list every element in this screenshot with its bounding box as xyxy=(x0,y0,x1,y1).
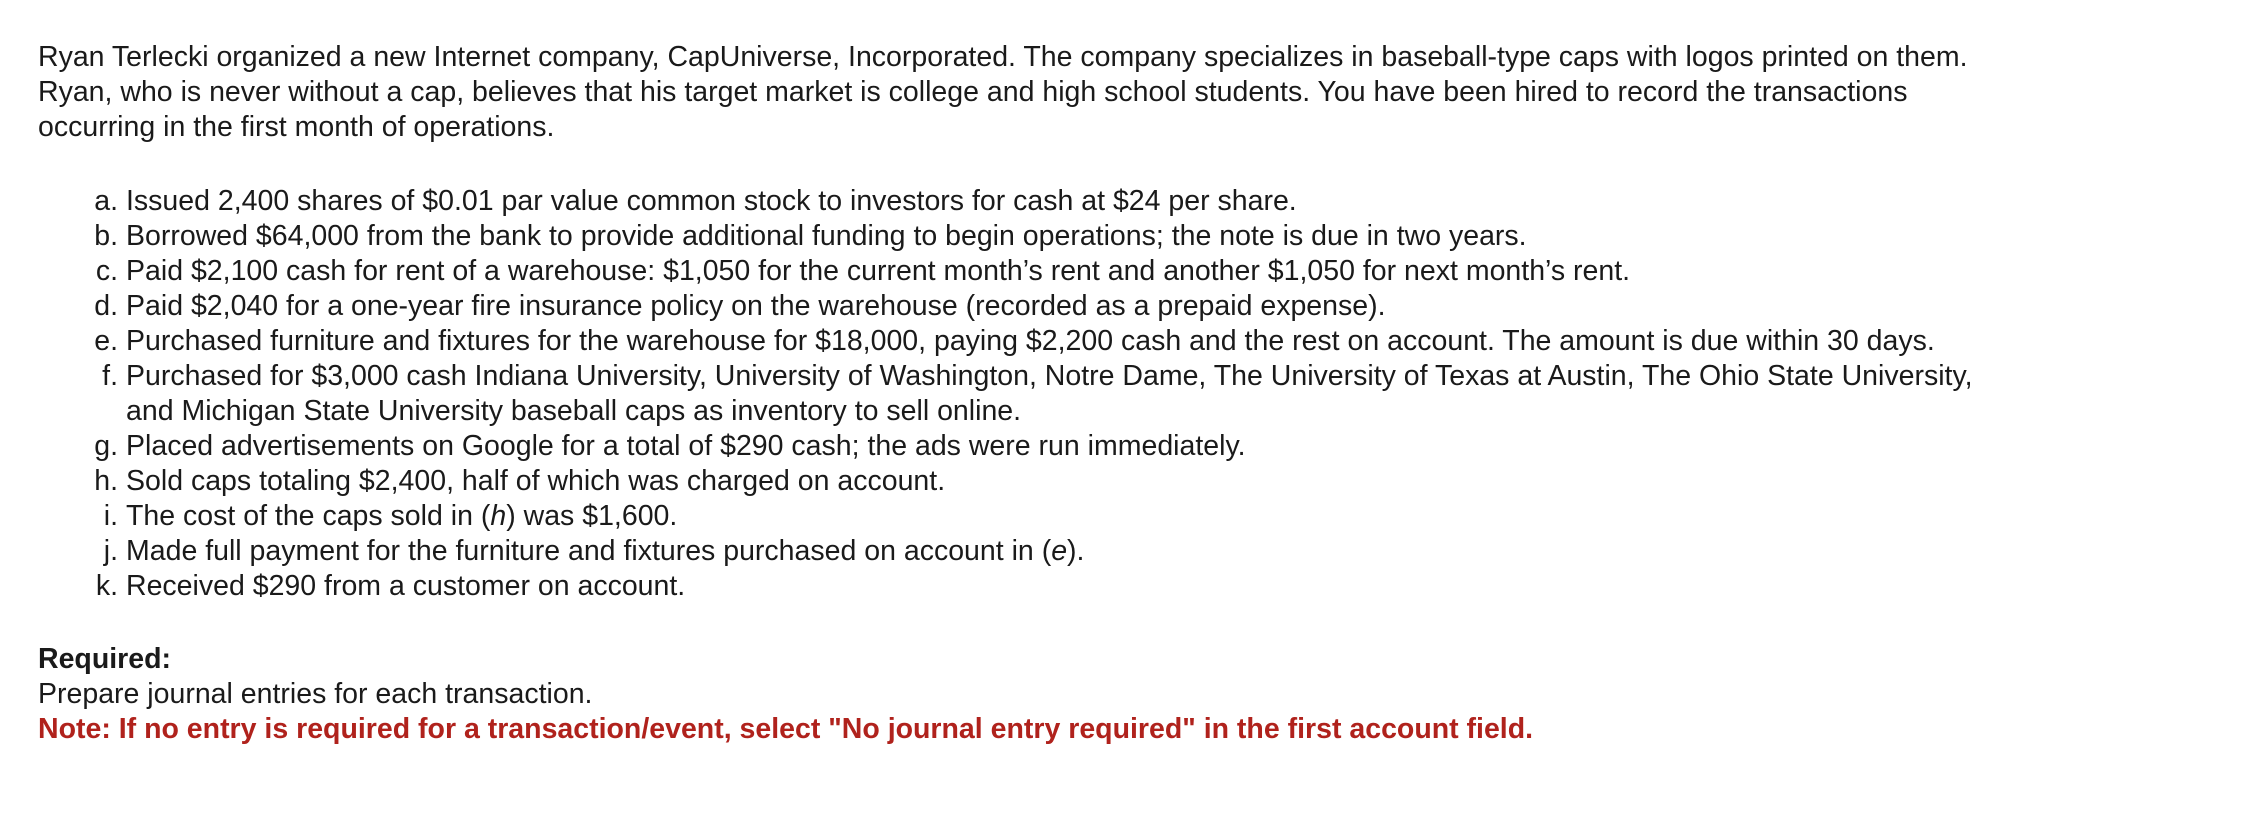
item-text: Borrowed $64,000 from the bank to provide additional funding to begin operations; the note is due in two years. xyxy=(126,220,1527,252)
item-letter: k. xyxy=(95,570,118,602)
item-text-end: ). xyxy=(1067,535,1085,567)
item-text: Purchased for $3,000 cash Indiana University, University of Washington, Notre Dame, The University of Texas at Austin, The Ohio State University, and Michigan State University baseball caps as inventory to sell online. xyxy=(126,360,1973,427)
item-text: Issued 2,400 shares of $0.01 par value common stock to investors for cash at $24 per share. xyxy=(126,185,1297,217)
item-text: Paid $2,040 for a one-year fire insurance policy on the warehouse (recorded as a prepaid expense). xyxy=(126,290,1386,322)
item-letter: d. xyxy=(94,290,118,322)
item-text: Paid $2,100 cash for rent of a warehouse: $1,050 for the current month’s rent and another $1,050 for next month’s rent. xyxy=(126,255,1631,287)
item-letter: j. xyxy=(103,535,118,567)
required-note: Note: If no entry is required for a transaction/event, select "No journal entry required" in the first account field. xyxy=(38,713,1534,745)
item-letter: f. xyxy=(102,360,118,392)
item-text xyxy=(126,499,1984,534)
item-text xyxy=(126,534,1984,569)
item-text-start: The cost of the caps sold in ( xyxy=(126,500,491,532)
problem-intro: Ryan Terlecki organized a new Internet company, CapUniverse, Incorporated. The company specializes in baseball-type caps with logos printed on them. Ryan, who is never without a cap, believes that his target market is college and high school students. You have been hired to record the transactions occurring in the first month of operations. xyxy=(38,41,1968,143)
list-item xyxy=(84,289,1984,324)
required-instructions: Prepare journal entries for each transaction. xyxy=(38,678,593,710)
list-item xyxy=(84,464,1984,499)
item-reference: e xyxy=(1051,535,1068,567)
list-item xyxy=(84,569,1984,604)
item-letter: e. xyxy=(94,325,118,357)
list-item xyxy=(84,534,1984,569)
item-reference: h xyxy=(490,500,507,532)
item-text: Received $290 from a customer on account. xyxy=(126,570,686,602)
item-letter: g. xyxy=(94,430,118,462)
item-letter: b. xyxy=(94,220,118,252)
item-text-start: Made full payment for the furniture and fixtures purchased on account in ( xyxy=(126,535,1052,567)
transaction-list xyxy=(38,184,1984,604)
item-letter: i. xyxy=(103,500,118,532)
item-letter: a. xyxy=(94,185,118,217)
item-text: Placed advertisements on Google for a total of $290 cash; the ads were run immediately. xyxy=(126,430,1246,462)
list-item xyxy=(84,324,1984,359)
item-text: Purchased furniture and fixtures for the warehouse for $18,000, paying $2,200 cash and the rest on account. The amount is due within 30 days. xyxy=(126,325,1935,357)
list-item xyxy=(84,499,1984,534)
list-item xyxy=(84,219,1984,254)
list-item xyxy=(84,429,1984,464)
item-text-end: ) was $1,600. xyxy=(506,500,678,532)
item-text: Sold caps totaling $2,400, half of which was charged on account. xyxy=(126,465,946,497)
item-letter: c. xyxy=(95,255,118,287)
list-item xyxy=(84,184,1984,219)
list-item xyxy=(84,359,1984,429)
required-heading: Required: xyxy=(38,643,172,675)
list-item xyxy=(84,254,1984,289)
item-letter: h. xyxy=(94,465,118,497)
